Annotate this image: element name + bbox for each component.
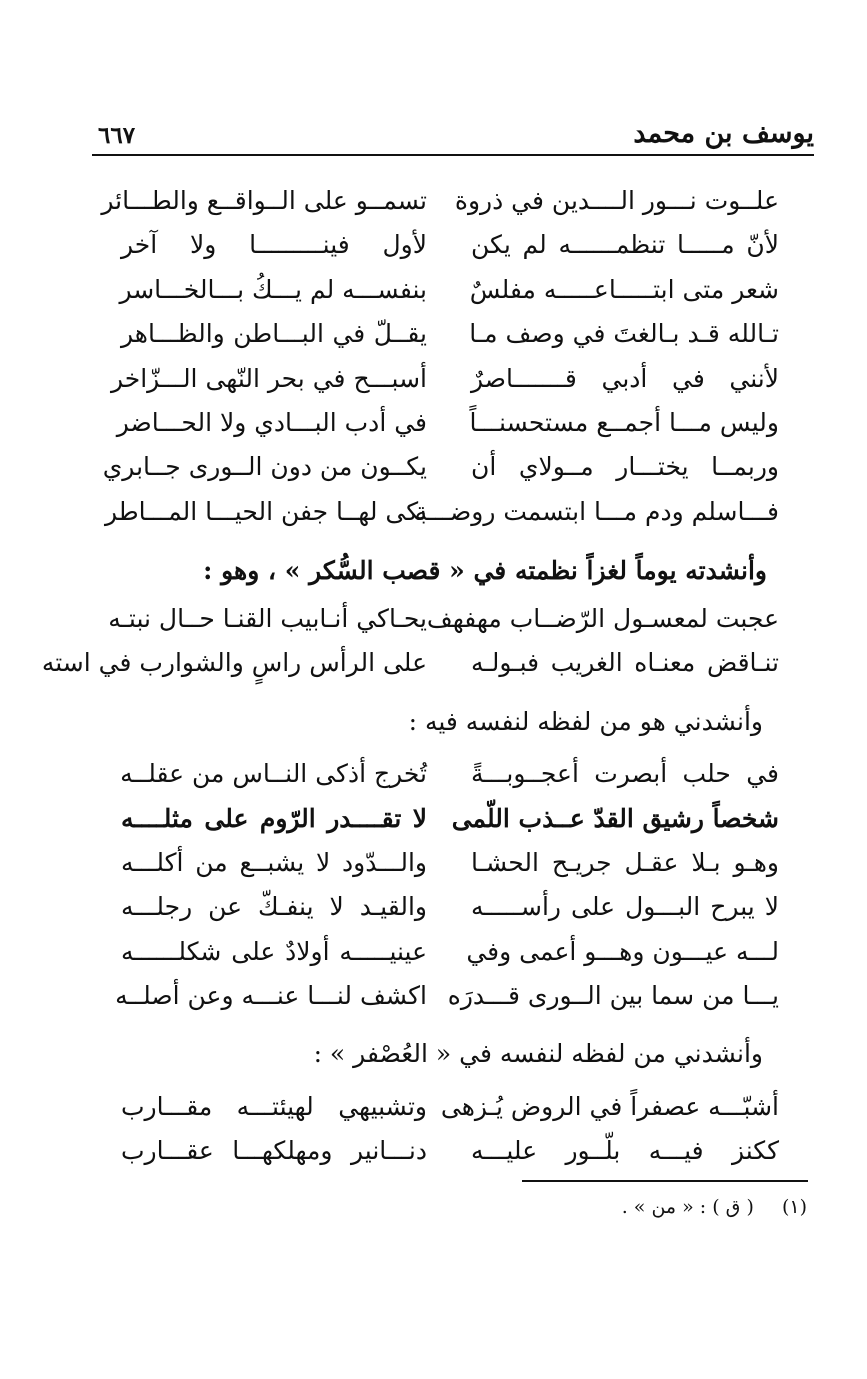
verse-second-hemistich: دنـــانير ومهلكهـــا عقـــارب	[121, 1136, 427, 1165]
verse-second-hemistich: تُخرج أذكى النــاس من عقلــه	[120, 759, 427, 788]
footnote-separator	[522, 1180, 808, 1182]
footnote	[622, 1192, 807, 1222]
verse-first-hemistich: فـــاسلم ودم مـــا ابتسمت روضـــة	[414, 497, 779, 526]
page-number: ٦٦٧	[98, 122, 136, 149]
verse-first-hemistich: لأنني في أدبي قـــــــاصرٌ	[471, 364, 779, 393]
verse-first-hemistich: شخصاً رشيق القدّ عــذب اللّمى	[451, 804, 779, 833]
verse-first-hemistich: وليس مـــا أجمــع مستحسنـــاً	[469, 408, 779, 437]
poem-introduction: وأنشدني هو من لفظه لنفسه فيه :	[408, 707, 763, 736]
verse-second-hemistich: والـــدّود لا يشبــع من أكلـــه	[121, 848, 427, 877]
verse-first-hemistich: علــوت نـــور الــــدين في ذروة	[454, 186, 779, 215]
verse-line	[0, 641, 867, 685]
verse-first-hemistich: لا يبرح البـــول على رأســـــه	[471, 892, 779, 921]
verse-line	[0, 312, 867, 356]
verse-first-hemistich: في حلب أبصرت أعجــوبـــةً	[471, 759, 779, 788]
verse-second-hemistich: بنفســـه لم يـــكُ بـــالخـــاسر	[119, 275, 427, 304]
poem-introduction: وأنشدني من لفظه لنفسه في « العُصْفر » :	[313, 1039, 763, 1068]
verse-first-hemistich: تـالله قـد بـالغتَ في وصف مـا	[469, 319, 779, 348]
page-header	[92, 108, 814, 156]
verse-line	[0, 268, 867, 312]
running-title: يوسف بن محمد	[633, 118, 814, 149]
verse-line	[0, 974, 867, 1018]
verse-line	[0, 179, 867, 223]
verse-first-hemistich: لأنّ مـــــا تنظمــــــه لم يكن	[471, 230, 779, 259]
verse-line	[0, 357, 867, 401]
verse-line	[0, 841, 867, 885]
verse-line	[0, 401, 867, 445]
verse-first-hemistich: وهـو بـلا عقـل جريـح الحشـا	[471, 848, 779, 877]
verse-second-hemistich: لا تقــــدر الرّوم على مثلــــه	[121, 804, 427, 833]
verse-second-hemistich: لأول فينـــــــــا ولا آخر	[121, 230, 427, 259]
verse-first-hemistich: شعر متى ابتـــــاعـــــه مفلسٌ	[469, 275, 779, 304]
verse-second-hemistich: عينيـــــه أولادٌ على شكلــــــه	[121, 937, 427, 966]
verse-second-hemistich: اكشف لنـــا عنـــه وعن أصلــه	[115, 981, 427, 1010]
verse-second-hemistich: يحـاكي أنـابيب القنـا حــال نبتـه	[108, 604, 427, 633]
verse-line	[0, 445, 867, 489]
verse-first-hemistich: أشبّـــه عصفراً في الروض يُـزهى	[440, 1092, 779, 1121]
verse-first-hemistich: لـــه عيـــون وهـــو أعمى وفي	[466, 937, 779, 966]
verse-second-hemistich: وتشبيهي لهيئتـــه مقـــارب	[121, 1092, 427, 1121]
footnote-mark: (١)	[781, 1196, 807, 1218]
poem-introduction: وأنشدته يوماً لغزاً نظمته في « قصب السُّكر » ، وهو :	[203, 556, 767, 585]
verse-second-hemistich: أسبـــح في بحر النّهى الـــزّاخر	[110, 364, 427, 393]
verse-first-hemistich: تنـاقض معنـاه الغريب فبـولـه	[471, 648, 779, 677]
verse-second-hemistich: على الرأس راسٍ والشوارب في استه	[41, 648, 427, 677]
verse-line	[0, 752, 867, 796]
verse-first-hemistich: وربمــا يختـــار مــولاي أن	[471, 452, 779, 481]
verse-line	[0, 597, 867, 641]
verse-second-hemistich: يكــون من دون الــورى جــابري	[102, 452, 427, 481]
verse-line	[0, 930, 867, 974]
verse-first-hemistich: يـــا من سما بين الــورى قـــدرَه	[447, 981, 779, 1010]
verse-line	[0, 1085, 867, 1129]
verse-second-hemistich: والقيـد لا ينفـكّ عن رجلـــه	[121, 892, 427, 921]
verse-second-hemistich: يقــلّ في البـــاطن والظـــاهر	[121, 319, 427, 348]
verse-line	[0, 797, 867, 841]
verse-line	[0, 223, 867, 267]
verse-second-hemistich: تسمــو على الــواقــع والطـــائر	[101, 186, 427, 215]
verse-first-hemistich: ككنز فيـــه بلّــور عليـــه	[471, 1136, 779, 1165]
verse-second-hemistich: في أدب البـــادي ولا الحـــاضر	[116, 408, 427, 437]
verse-line	[0, 490, 867, 534]
footnote-text: ( ق ) : « من » .	[621, 1196, 754, 1218]
verse-line	[0, 885, 867, 929]
verse-first-hemistich: عجبت لمعسـول الرّضــاب مهفهف	[426, 604, 779, 633]
verse-second-hemistich: بكى لهــا جفن الحيـــا المـــاطر	[104, 497, 427, 526]
verse-line	[0, 1129, 867, 1173]
